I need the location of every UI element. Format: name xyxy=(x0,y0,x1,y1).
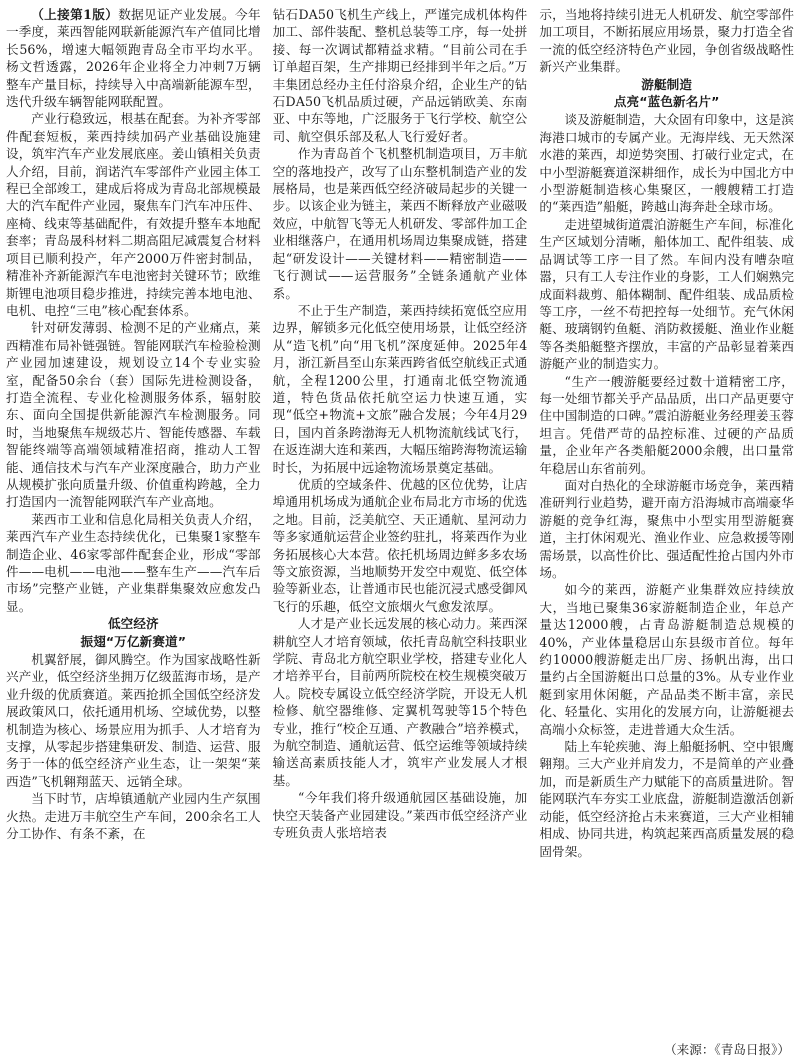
paragraph xyxy=(539,477,794,581)
paragraph xyxy=(539,373,794,477)
paragraph-text: 当下时节，店埠镇通航产业园内生产氛围火热。走进万丰航空生产车间，200余名工人分工协作、有条不紊，在 xyxy=(6,791,261,842)
section-title: 游艇制造 xyxy=(641,76,693,92)
paragraph-text: 走进望城街道震泊游艇生产车间，标准化生产区域划分清晰，船体加工、配件组装、成品调试等工序一目了然。车间内没有嘈杂喧嚣，只有工人专注作业的身影，工人们娴熟完成面料裁剪、船体糊制、配件组装、成品质检等工序，一丝不苟把控每一处细节。充气休闲艇、玻璃钢钓鱼艇、消防救援艇、渔业作业艇等各类船艇整齐摆放，丰富的产品彰显着莱西游艇产业的制造实力。 xyxy=(539,216,795,372)
paragraph-text: 钻石DA50飞机生产线上，严谨完成机体构件加工、部件装配、整机总装等工序，每一处拼接、每一次调试都精益求精。“目前公司在手订单超百架，生产排期已经排到半年之后。”万丰集团总经办主任付浴泉介绍，企业生产的钻石DA50飞机品质过硬，产品远销欧美、东南亚、中东等地，广泛服务于飞行学校、航空公司、航空俱乐部及私人飞行爱好者。 xyxy=(272,7,528,144)
paragraph-text: 作为青岛首个飞机整机制造项目，万丰航空的落地投产，改写了山东整机制造产业的发展格局，也是莱西低空经济破局起步的关键一步。以该企业为链主，莱西不断释放产业磁吸效应，中航智飞等无人机研发、零部件加工企业相继落户，在通用机场周边集聚成链，搭建起“研发设计——关键材料——精密制造——飞行测试——运营服务”全链条通航产业体系。 xyxy=(272,146,528,301)
paragraph xyxy=(6,6,261,110)
paragraph xyxy=(6,651,261,790)
paragraph xyxy=(273,615,528,789)
section-subtitle: 点亮“蓝色新名片” xyxy=(613,94,720,110)
paragraph-text: 产业行稳致远，根基在配套。为补齐零部件配套短板，莱西持续加码产业基础设施建设，筑牢汽车产业发展底座。姜山镇相关负责人介绍，目前，润诺汽车零部件产业园主体工程已全部竣工，建成后将成为青岛北部规模最大的汽车配件产业园，聚焦车门汽车冲压件、座椅、线束等基础配件，有效提升整车本地配套率；青岛晟科材料二期高阻尼减震复合材料项目已顺利投产，年产2000万件密封制品，精准补齐新能源汽车电池密封关键环节；欧维斯锂电池项目稳步推进，持续完善本地电池、电机、电控“三电”核心配套体系。 xyxy=(6,111,261,318)
paragraph-text: 不止于生产制造，莱西持续拓宽低空应用边界，解锁多元化低空使用场景，让低空经济从“造飞机”向“用飞机”深度延伸。2025年4月，浙江新昌至山东莱西跨省低空航线正式通航，全程1200公里，打通南北低空物流通道，特色货品依托航空运力快速互通，实现“低空+物流+文旅”融合发展；今年4月29日，国内首条跨渤海无人机物流航线试飞行，在返连湖大连和莱西，大幅压缩跨海物流运输时长，为拓展中远途物流场景奠定基础。 xyxy=(272,302,528,475)
paragraph-text: 示，当地将持续引进无人机研发、航空零部件加工项目，不断拓展应用场景，聚力打造全省一流的低空经济特色产业园，争创省级战略性新兴产业集群。 xyxy=(539,7,795,75)
paragraph xyxy=(539,6,794,76)
column-3 xyxy=(539,6,794,1040)
paragraph-text: 莱西市工业和信息化局相关负责人介绍，莱西汽车产业生态持续优化，已集聚1家整车制造企业、46家零部件配套企业，形成“零部件——电机——电池——整车生产——汽车后市场”完整产业链，产业集群集聚效应愈发凸显。 xyxy=(6,511,261,614)
paragraph xyxy=(6,511,261,615)
paragraph xyxy=(539,216,794,373)
paragraph xyxy=(6,110,261,319)
paragraph-text: 面对白热化的全球游艇市场竞争，莱西精准研判行业趋势，避开南方沿海城市高端豪华游艇的竞争红海，聚焦中小型实用型游艇赛道，主打休闲观光、渔业作业、应急救援等刚需场景，以高性价比、强适配性抢占国内外市场。 xyxy=(539,477,795,580)
continued-from-marker: （上接第1版） xyxy=(31,7,119,22)
section-subtitle: 振翅“万亿新赛道” xyxy=(80,633,187,649)
paragraph xyxy=(273,789,528,841)
paragraph xyxy=(273,145,528,302)
paragraph-text: 如今的莱西，游艇产业集群效应持续放大，当地已聚集36家游艇制造企业，年总产量达12000艘，占青岛游艇制造总规模的40%，产业体量稳居山东县级市首位。每年约10000艘游艇走出厂房、扬帆出海，出口量约占全国游艇出口总量的3%。从专业作业艇到家用休闲艇，产品品类不断丰富，亲民化、轻量化、实用化的发展方向，让游艇褪去高端小众标签，走进普通大众生活。 xyxy=(539,582,795,737)
column-2 xyxy=(273,6,528,1040)
paragraph xyxy=(273,302,528,476)
paragraph xyxy=(539,581,794,738)
section-title: 低空经济 xyxy=(107,616,159,632)
paragraph-text: 谈及游艇制造，大众固有印象中，这是滨海港口城市的专属产业。无海岸线、无天然深水港的莱西，却逆势突围、打破行业定式，在中小型游艇赛道深耕细作，成长为中国北方中小型游艇制造核心集聚区，一艘艘精工打造的“莱西造”船艇，跨越山海奔赴全球市场。 xyxy=(539,112,795,215)
paragraph xyxy=(273,6,528,145)
paragraph-text: 数据见证产业发展。今年一季度，莱西智能网联新能源汽车产值同比增长56%，增速大幅领跑青岛全市平均水平。杨文哲透露，2026年企业将全力冲刺7万辆整车产量目标，持续导入中高端新能源车型，迭代升级车辆智能网联配置。 xyxy=(6,7,261,110)
paragraph-text: 陆上车轮疾驰、海上船艇扬帆、空中银鹰翱翔。三大产业并肩发力，不是简单的产业叠加，而是新质生产力赋能下的高质量进阶。智能网联汽车夯实工业底盘，游艇制造激活创新动能，低空经济抢占未来赛道，三大产业相辅相成、协同共进，构筑起莱西高质量发展的稳固骨架。 xyxy=(539,739,795,859)
source-credit: （来源：《青岛日报》） xyxy=(664,1042,790,1057)
newspaper-page xyxy=(6,6,794,1040)
paragraph-text: “今年我们将升级通航园区基础设施，加快空天装备产业园建设。”莱西市低空经济产业专班负责人张培培表 xyxy=(272,790,528,841)
paragraph-text: 人才是产业长远发展的核心动力。莱西深耕航空人才培育领域，依托青岛航空科技职业学院、青岛北方航空职业学校，搭建专业化人才培养平台，目前两所院校在校生规模突破万人。院校专属设立低空经济学院，开设无人机检修、航空器维修、定翼机驾驶等15个特色专业，推行“校企互通、产教融合”培养模式，为航空制造、通航运营、低空运维等领域持续输送高素质技能人才，筑牢产业发展人才根基。 xyxy=(272,616,528,788)
paragraph-text: 优质的空域条件、优越的区位优势，让店埠通用机场成为通航企业布局北方市场的优选之地。目前，泛美航空、天正通航、星河动力等多家通航运营企业签约驻扎，将莱西作为业务拓展核心大本营。依托机场周边鲜多多农场等文旅资源，当地顺势开发空中观览、低空体验等新业态，让普通市民也能沉浸式感受御风飞行的乐趣，低空文旅烟火气愈发浓厚。 xyxy=(272,476,528,614)
paragraph xyxy=(539,111,794,215)
paragraph xyxy=(6,790,261,842)
paragraph-text: “生产一艘游艇要经过数十道精密工序，每一处细节都关乎产品品质，出口产品更要守住中国制造的口碑。”震泊游艇业务经理姜玉蓉坦言。凭借严苛的品控标准、过硬的产品质量，企业年产各类船艇2000余艘，出口量常年稳居山东省前列。 xyxy=(539,373,795,476)
column-1 xyxy=(6,6,261,1040)
paragraph xyxy=(273,476,528,615)
paragraph-text: 针对研发薄弱、检测不足的产业痛点，莱西精准布局补链强链。智能网联汽车检验检测产业园加速建设，规划设立14个专业实验室，配备50余台（套）国际先进检测设备，打造全流程、专业化检测服务体系，辐射胶东、面向全国提供新能源汽车检测服务。同时，当地聚焦车规级芯片、智能传感器、车载智能终端等高端领域精准招商，推动人工智能、通信技术与汽车产业深度融合，助力产业从规模扩张向质量升级、价值重构跨越，全力打造国内一流智能网联汽车产业高地。 xyxy=(6,320,261,510)
paragraph xyxy=(6,319,261,510)
paragraph-text: 机翼舒展，御风腾空。作为国家战略性新兴产业，低空经济坐拥万亿级蓝海市场，是产业升级的优质赛道。莱西抢抓全国低空经济发展政策风口，依托通用机场、空域优势，以整机制造为核心、场景应用为抓手、人才培育为支撑，从零起步搭建集研发、制造、运营、服务于一体的低空经济产业生态，让一架架“莱西造”飞机翱翔蓝天、远销全球。 xyxy=(6,652,261,789)
paragraph xyxy=(539,738,794,860)
